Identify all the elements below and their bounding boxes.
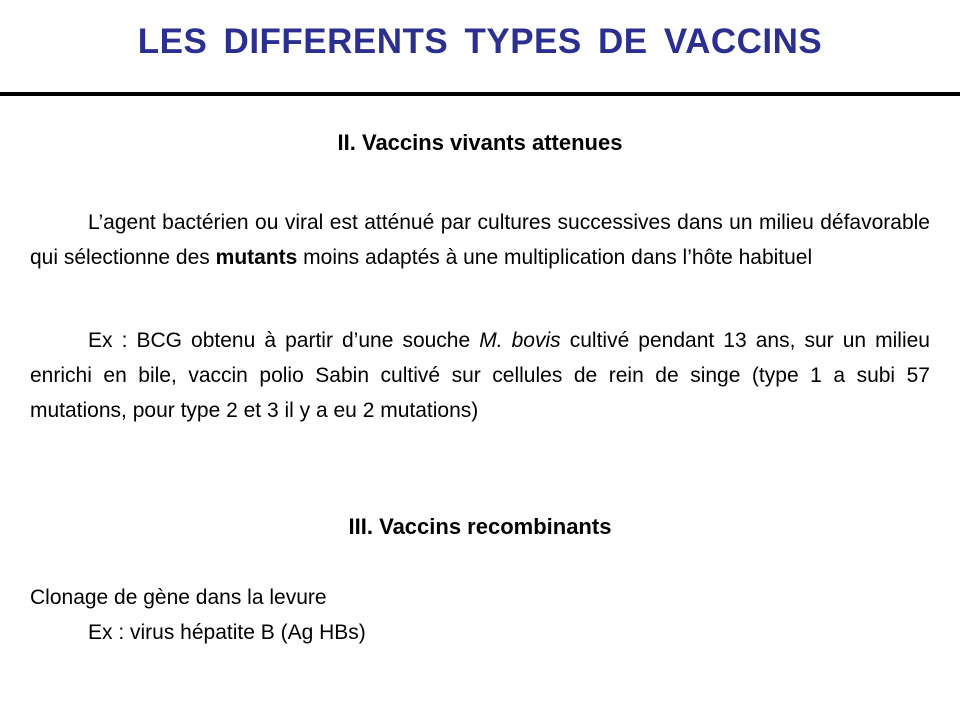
- slide-title: LES DIFFERENTS TYPES DE VACCINS: [137, 22, 823, 61]
- paragraph-attenuation-description: [30, 205, 930, 275]
- recombinant-example: Ex : virus hépatite B (Ag HBs): [88, 621, 366, 644]
- recombinant-description: Clonage de gène dans la levure: [30, 586, 327, 609]
- section-heading-recombinant: III. Vaccins recombinants: [348, 514, 612, 539]
- example-text-start: Ex : BCG obtenu à partir d’une souche: [88, 329, 480, 352]
- section-heading-live-attenuated: II. Vaccins vivants attenues: [337, 130, 623, 155]
- paragraph-text-end: moins adaptés à une multiplication dans l’hôte habituel: [297, 246, 813, 269]
- italic-species-name: M. bovis: [479, 329, 561, 352]
- example-text-end: cultivé pendant 13 ans, sur un milieu enrichi en bile, vaccin polio Sabin cultivé sur cellules de rein de singe (type 1 a subi 57 mutations, pour type 2 et 3 il y a eu 2 mutations): [30, 329, 930, 422]
- title-divider: [0, 92, 960, 96]
- bold-term-mutants: mutants: [215, 246, 298, 269]
- paragraph-examples: [30, 323, 930, 428]
- paragraph-text-start: L’agent bactérien ou viral est atténué par cultures successives dans un milieu défavorable qui sélectionne des: [30, 211, 930, 269]
